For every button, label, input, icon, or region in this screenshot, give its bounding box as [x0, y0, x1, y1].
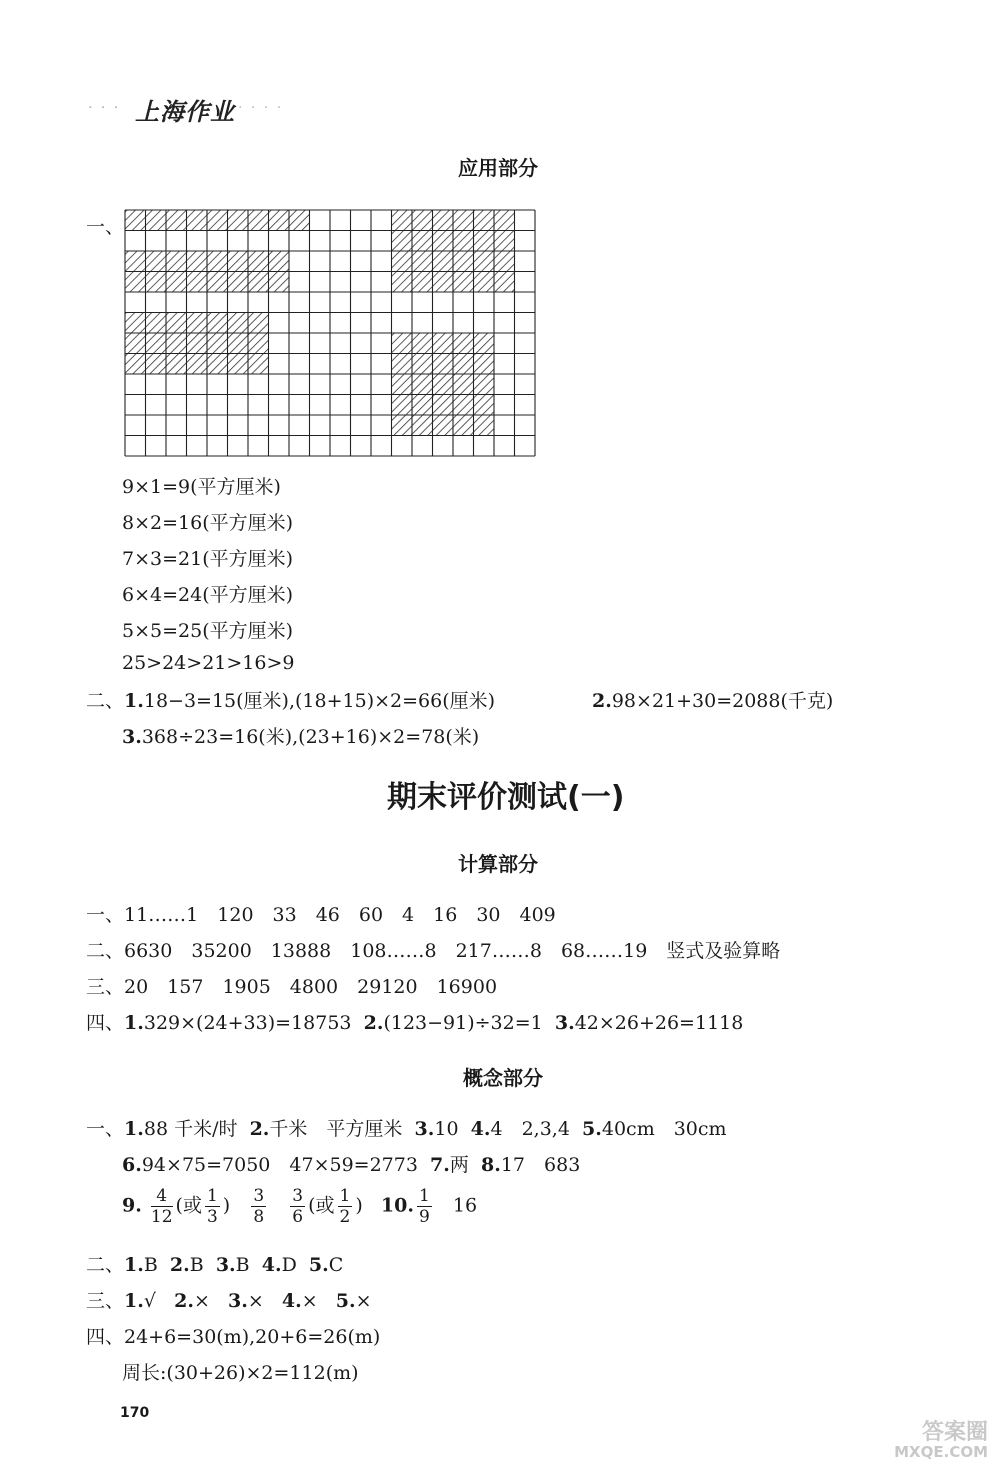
concept-row-2: 6.94×75=7050 47×59=2773 7.两 8.17 683 [122, 1154, 581, 1176]
question-label: 一、 [86, 216, 125, 238]
area-line-4: 6×4=24(平方厘米) [122, 584, 294, 606]
fraction-3-8: $\frac{3}{8}$ [253, 1186, 265, 1227]
area-line-3: 7×3=21(平方厘米) [122, 548, 294, 570]
area-line-2: 8×2=16(平方厘米) [122, 512, 294, 534]
area-compare: 25>24>21>16>9 [122, 652, 295, 674]
concept-row-4: 四、24+6=30(m),20+6=26(m) [86, 1326, 381, 1348]
section-title-application: 应用部分 [458, 156, 538, 180]
area-line-1: 9×1=9(平方厘米) [122, 476, 281, 498]
area-grid-figure [120, 208, 540, 468]
watermark-url: MXQE.COM [894, 1443, 988, 1461]
concept-row-choice: 二、1.B 2.B 3.B 4.D 5.C [86, 1254, 344, 1276]
brand-decoration: · · · [88, 100, 121, 116]
answer-2-line-1: 二、1.18−3=15(厘米),(18+15)×2=66(厘米) [86, 690, 496, 712]
answer-2-part-2: 2.98×21+30=2088(千克) [592, 690, 834, 712]
fraction-3-6: $\frac{3}{6}$ [292, 1186, 304, 1227]
shaded-rectangle-5 [392, 333, 495, 436]
test-title: 期末评价测试(一) [387, 780, 625, 815]
calc-row-4: 四、1.329×(24+33)=18753 2.(123−91)÷32=1 3.42×26+26=1118 [86, 1012, 744, 1034]
section-title-concept: 概念部分 [463, 1066, 543, 1090]
brand-decoration-right: · · · · [238, 100, 284, 116]
calc-row-3: 三、20 157 1905 4800 29120 16900 [86, 976, 498, 998]
fraction-4-12: $\frac{4}{12}$ [150, 1186, 173, 1227]
concept-row-fractions: 9. $\frac{4}{12}$ (或 $\frac{1}{3}$ ) $\frac{3}{8}$ $\frac{3}{6}$ (或 $\frac{1}{2}$ ) 10. $\frac{1}{9}$ 16 [122, 1186, 478, 1227]
shaded-rectangle-1 [125, 210, 310, 231]
perimeter-line: 周长:(30+26)×2=112(m) [122, 1362, 359, 1384]
page-number: 170 [120, 1405, 150, 1421]
shaded-rectangle-3 [125, 313, 269, 375]
concept-row-judge: 三、1.√ 2.× 3.× 4.× 5.× [86, 1290, 372, 1312]
calc-row-1: 一、11……1 120 33 46 60 4 16 30 409 [86, 904, 556, 926]
calc-row-2: 二、6630 35200 13888 108……8 217……8 68……19 竖式及验算略 [86, 940, 781, 962]
answer-2-line-3: 3.368÷23=16(米),(23+16)×2=78(米) [122, 726, 480, 748]
concept-row-1: 一、1.88 千米/时 2.千米 平方厘米 3.10 4.4 2,3,4 5.40cm 30cm [86, 1118, 727, 1140]
fraction-1-3: $\frac{1}{3}$ [206, 1186, 218, 1227]
area-line-5: 5×5=25(平方厘米) [122, 620, 294, 642]
brand-title: 上海作业 [135, 98, 235, 126]
section-title-calculation: 计算部分 [458, 852, 538, 876]
fraction-1-9: $\frac{1}{9}$ [418, 1186, 430, 1227]
fraction-1-2: $\frac{1}{2}$ [339, 1186, 351, 1227]
watermark-logo: 答案圈 [921, 1420, 988, 1445]
